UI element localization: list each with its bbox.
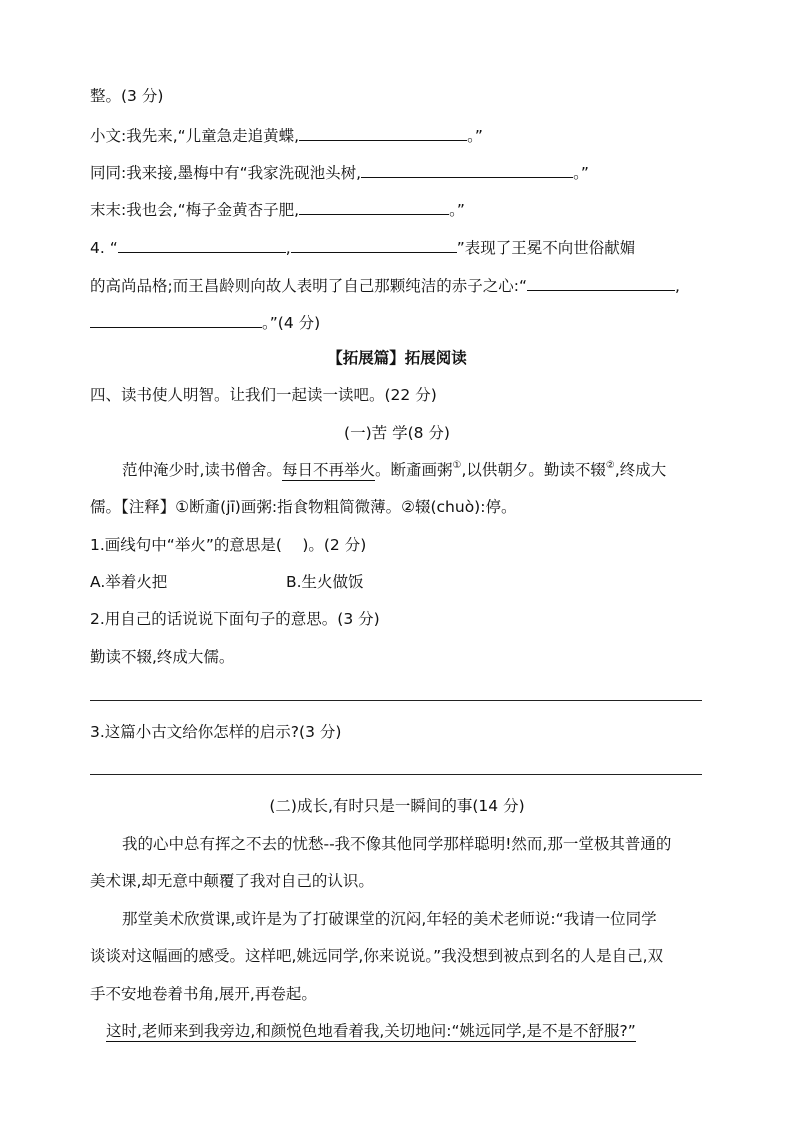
q3-tongtong-line [90,161,589,183]
q4-line1 [90,236,635,258]
passage2-p2-line2: 谈谈对这幅画的感受。这样吧,姚远同学,你来说说。”我没想到被点到名的人是自己,双 [90,947,664,965]
q4-line1-suffix: ”表现了王冕不向世俗献媚 [456,239,636,257]
q3-tail-text: 整。(3 分) [90,87,164,105]
q4-blank-4[interactable] [90,311,262,328]
passage1-title: (一)苦 学(8 分) [344,424,450,442]
q4-line2-text: 的高尚品格;而王昌龄则向故人表明了自己那颗纯洁的赤子之心:“ [90,277,527,295]
passage2-underlined-sentence: 这时,老师来到我旁边,和颜悦色地看着我,关切地问:“姚远同学,是不是不舒服?” [106,1022,636,1040]
q1-option-a[interactable]: A.举着火把 [90,573,168,591]
tongtong-answer-blank[interactable] [361,161,573,178]
passage2-p3-line1 [106,1021,636,1041]
passage2-p1-line1: 我的心中总有挥之不去的忧愁--我不像其他同学那样聪明!然而,那一堂极其普通的 [122,835,672,853]
passage1-text-a: 范仲淹少时,读书僧舍。 [122,461,282,479]
section-title: 【拓展篇】拓展阅读 [327,349,467,367]
tongtong-prefix: 同同:我来接,墨梅中有“我家洗砚池头树, [90,164,362,182]
tongtong-suffix: 。” [573,164,589,182]
q4-line2-comma: , [674,277,680,295]
q3-tail [90,86,163,106]
passage1-question-2-sentence: 勤读不辍,终成大儒。 [90,648,235,666]
q4-blank-2[interactable] [291,236,457,253]
q1-option-b[interactable]: B.生火做饭 [286,573,364,591]
q4-number: 4. “ [90,239,118,257]
passage1-line1 [122,460,666,480]
momo-suffix: 。” [449,201,465,219]
passage2-p2-line1: 那堂美术欣赏课,或许是为了打破课堂的沉闷,年轻的美术老师说:“我请一位同学 [122,910,657,928]
q3-xiaowen-line [90,124,483,146]
q4-line3-suffix: 。”(4 分) [262,314,321,332]
q4-comma: , [285,239,291,257]
passage1-underlined-sentence: 每日不再举火 [281,461,375,479]
answer-line-q3[interactable] [90,774,702,775]
xiaowen-prefix: 小文:我先来,“儿童急走追黄蝶, [90,127,300,145]
xiaowen-answer-blank[interactable] [299,124,467,141]
q4-line2 [90,274,680,296]
momo-answer-blank[interactable] [299,198,449,215]
passage1-line2-notes: 儒。【注释】①断齑(jī)画粥:指食物粗简微薄。②辍(chuò):停。 [90,498,517,516]
passage1-question-2: 2.用自己的话说说下面句子的意思。(3 分) [90,610,380,628]
passage1-question-3: 3.这篇小古文给你怎样的启示?(3 分) [90,723,342,741]
part4-heading: 四、读书使人明智。让我们一起读一读吧。(22 分) [90,386,437,404]
passage2-title: (二)成长,有时只是一瞬间的事(14 分) [269,797,525,815]
passage1-text-d: ,终成大 [614,461,667,479]
q4-blank-1[interactable] [118,236,286,253]
q3-momo-line [90,198,465,220]
xiaowen-suffix: 。” [467,127,483,145]
passage1-text-c: ,以供朝夕。勤读不辍 [461,461,606,479]
passage2-p2-line3: 手不安地卷着书角,展开,再卷起。 [90,985,317,1003]
passage1-text-b: 。断齑画粥 [374,461,453,479]
passage2-p1-line2: 美术课,却无意中颠覆了我对自己的认识。 [90,872,374,890]
footnote-mark-2: ② [605,460,615,471]
momo-prefix: 末末:我也会,“梅子金黄杏子肥, [90,201,300,219]
q4-blank-3[interactable] [527,274,675,291]
footnote-mark-1: ① [452,460,462,471]
passage1-question-1: 1.画线句中“举火”的意思是( )。(2 分) [90,536,367,554]
q4-line3 [90,311,320,333]
answer-line-q2[interactable] [90,700,702,701]
